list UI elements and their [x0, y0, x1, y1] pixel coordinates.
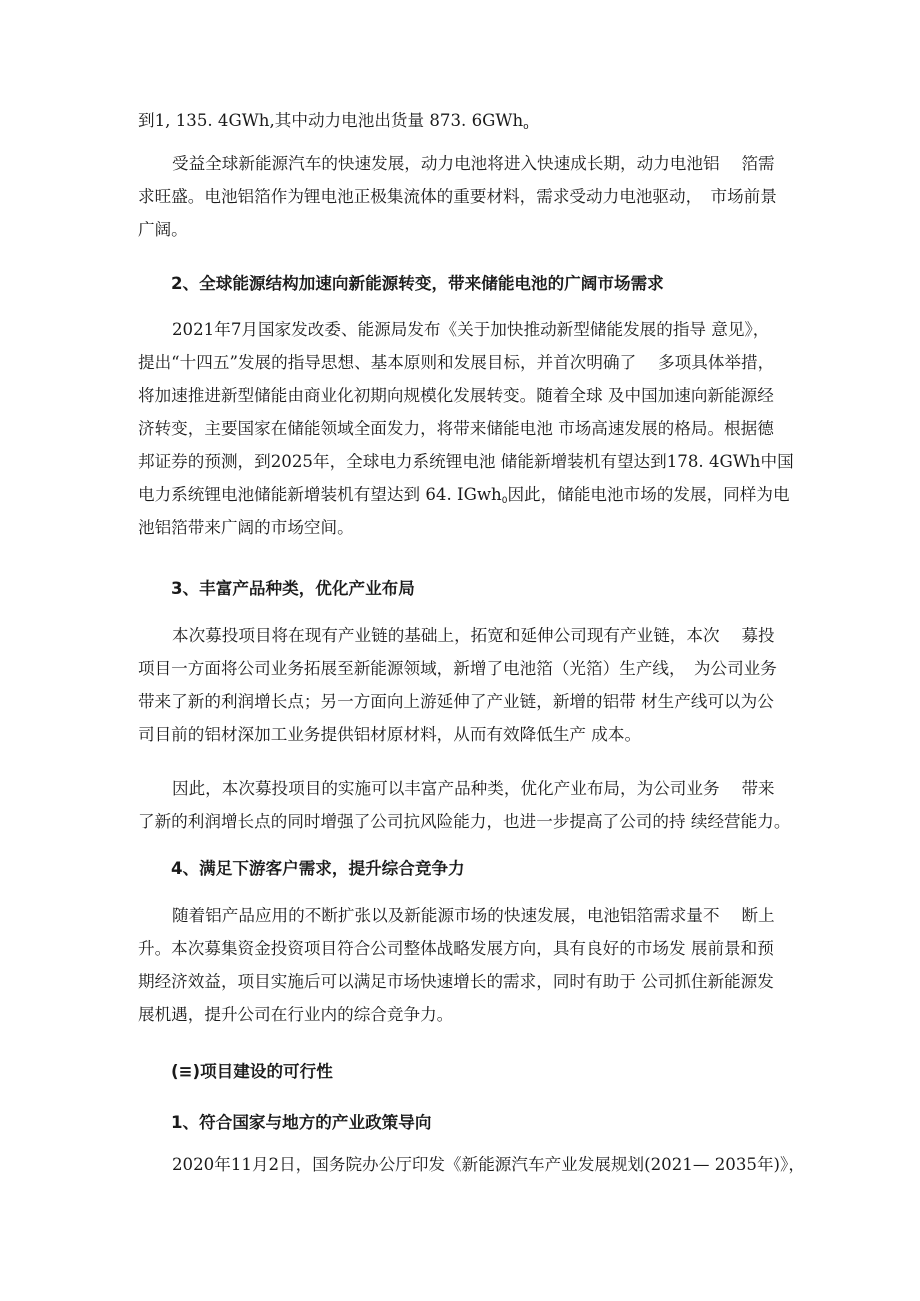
text-line: 期经济效益，项目实施后可以满足市场快速增长的需求，同时有助于 公司抓住新能源发: [138, 972, 774, 991]
text-line: 将加速推进新型储能由商业化初期向规模化发展转变。随着全球 及中国加速向新能源经: [138, 386, 774, 405]
text-line: [138, 478, 798, 511]
text-line: 济转变，主要国家在储能领域全面发力，将带来储能电池 市场高速发展的格局。根据德: [138, 419, 774, 438]
paragraph-continuation: [138, 104, 798, 137]
text-line: 了新的利润增长点的同时增强了公司抗风险能力，也进一步提高了公司的持 续经营能力。: [138, 812, 791, 831]
paragraph-conclusion: [138, 772, 798, 838]
text-line-content: 到1, 135. 4GWh,其中动力电池出货量 873. 6GWh: [138, 111, 524, 130]
text-line: 邦证券的预测，到2025年，全球电力系统锂电池 储能新增装机有望达到178. 4GWh中国: [138, 452, 794, 471]
section-heading-3: 3、丰富产品种类，优化产业布局: [171, 579, 415, 598]
text-line: 升。本次募集资金投资项目符合公司整体战略发展方向，具有良好的市场发 展前景和预: [138, 939, 774, 958]
text-line: 求旺盛。电池铝箔作为锂电池正极集流体的重要材料，需求受动力电池驱动， 市场前景: [138, 187, 777, 206]
section-heading-feasibility: (≡)项目建设的可行性: [171, 1062, 333, 1081]
text-line: 本次募投项目将在现有产业链的基础上，拓宽和延伸公司现有产业链，本次 募投: [172, 626, 775, 645]
text-line: 广阔。: [138, 220, 188, 239]
text-line: 因此，本次募投项目的实施可以丰富产品种类，优化产业布局，为公司业务 带来: [172, 779, 775, 798]
text-line: 受益全球新能源汽车的快速发展，动力电池将进入快速成长期，动力电池铝 箔需: [172, 154, 775, 173]
paragraph-energy-storage: [138, 313, 798, 544]
text-line: 池铝箔带来广阔的市场空间。: [138, 518, 354, 537]
section-heading-4: 4、满足下游客户需求，提升综合竞争力: [171, 859, 465, 878]
text-line: 2021年7月国家发改委、能源局发布《关于加快推动新型储能发展的指导 意见》，: [172, 320, 770, 339]
section-heading-2: 2、全球能源结构加速向新能源转变，带来储能电池的广阔市场需求: [171, 274, 664, 293]
paragraph-customer-demand: [138, 899, 798, 1031]
text-line: 项目一方面将公司业务拓展至新能源领域，新增了电池箔（光箔）生产线， 为公司业务: [138, 659, 777, 678]
text-line-content: 电力系统锂电池储能新增装机有望达到 64. IGwh: [138, 485, 502, 504]
text-line: 带来了新的利润增长点；另一方面向上游延伸了产业链，新增的铝带 材生产线可以为公: [138, 692, 774, 711]
text-line: 展机遇，提升公司在行业内的综合竞争力。: [138, 1005, 454, 1024]
subscript-mark: o: [523, 122, 529, 132]
paragraph-product-variety: [138, 619, 798, 751]
text-line: 2020年11月2日，国务院办公厅印发《新能源汽车产业发展规划(2021— 2035年)》，: [172, 1155, 805, 1174]
subscript-mark: 0: [501, 496, 508, 506]
text-line-content: 因此，储能电池市场的发展，同样为电: [507, 485, 790, 504]
text-line: 司目前的铝材深加工业务提供铝材原材料，从而有效降低生产 成本。: [138, 725, 642, 744]
paragraph-power-battery: [138, 147, 798, 246]
text-line: 随着铝产品应用的不断扩张以及新能源市场的快速发展，电池铝箔需求量不 断上: [172, 906, 775, 925]
text-line: [138, 104, 798, 137]
paragraph-policy: [138, 1148, 805, 1181]
text-line: 提出“十四五”发展的指导思想、基本原则和发展目标，并首次明确了 多项具体举措，: [138, 353, 775, 372]
section-heading-policy: 1、符合国家与地方的产业政策导向: [171, 1113, 432, 1132]
